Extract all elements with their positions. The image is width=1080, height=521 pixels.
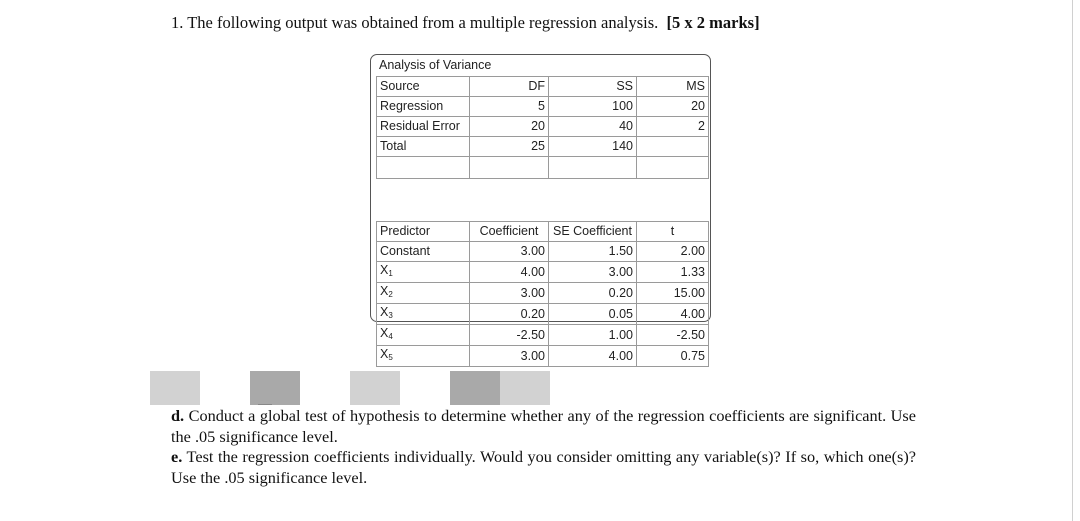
ms-cell: 2 bbox=[637, 117, 709, 137]
anova-table bbox=[376, 76, 709, 179]
se-cell: 0.05 bbox=[549, 304, 637, 325]
predictor-name: $X_5$ bbox=[377, 346, 470, 367]
predictor-name: $X_2$ bbox=[377, 283, 470, 304]
anova-row bbox=[377, 137, 709, 157]
coefficient-cell: 3.00 bbox=[470, 283, 549, 304]
part-e-label: e. bbox=[171, 447, 183, 466]
redaction-block bbox=[450, 371, 500, 405]
regression-output-panel bbox=[370, 54, 711, 363]
df-cell: 20 bbox=[470, 117, 549, 137]
t-cell: 0.75 bbox=[637, 346, 709, 367]
predictor-row bbox=[377, 242, 709, 262]
se-cell: 3.00 bbox=[549, 262, 637, 283]
header-ms: MS bbox=[637, 77, 709, 97]
header-df: DF bbox=[470, 77, 549, 97]
coefficient-cell: 3.00 bbox=[470, 346, 549, 367]
coefficient-cell: 3.00 bbox=[470, 242, 549, 262]
part-e-text: Test the regression coefficients individually. Would you consider omitting any variable(s)? If so, which one(s)? Use the .05 significance level. bbox=[171, 447, 916, 487]
ss-cell: 140 bbox=[549, 137, 637, 157]
coefficient-cell: 4.00 bbox=[470, 262, 549, 283]
redaction-block bbox=[150, 371, 200, 405]
source-cell: Regression bbox=[377, 97, 470, 117]
se-cell: 4.00 bbox=[549, 346, 637, 367]
ss-cell: 100 bbox=[549, 97, 637, 117]
partial-text-fragment bbox=[258, 404, 272, 405]
anova-header-row bbox=[377, 77, 709, 97]
header-t: t bbox=[637, 222, 709, 242]
part-d bbox=[171, 406, 916, 447]
part-d-text: Conduct a global test of hypothesis to determine whether any of the regression coefficients are significant. Use the .05 significance level. bbox=[171, 406, 916, 446]
anova-caption: Analysis of Variance bbox=[379, 58, 492, 72]
header-coefficient: Coefficient bbox=[470, 222, 549, 242]
header-source: Source bbox=[377, 77, 470, 97]
t-cell: 2.00 bbox=[637, 242, 709, 262]
se-cell: 1.50 bbox=[549, 242, 637, 262]
anova-spacer-row bbox=[377, 157, 709, 179]
ms-cell: 20 bbox=[637, 97, 709, 117]
t-cell: 4.00 bbox=[637, 304, 709, 325]
ms-cell bbox=[637, 137, 709, 157]
ss-cell: 40 bbox=[549, 117, 637, 137]
question-heading bbox=[171, 13, 760, 33]
redaction-block bbox=[250, 371, 300, 405]
predictor-row bbox=[377, 325, 709, 346]
predictor-table bbox=[376, 221, 709, 367]
source-cell: Total bbox=[377, 137, 470, 157]
t-cell: 1.33 bbox=[637, 262, 709, 283]
df-cell: 25 bbox=[470, 137, 549, 157]
coefficient-cell: 0.20 bbox=[470, 304, 549, 325]
header-se-coefficient: SE Coefficient bbox=[549, 222, 637, 242]
t-cell: -2.50 bbox=[637, 325, 709, 346]
df-cell: 5 bbox=[470, 97, 549, 117]
predictor-row bbox=[377, 262, 709, 283]
predictor-row bbox=[377, 346, 709, 367]
redaction-block bbox=[500, 371, 550, 405]
question-parts bbox=[171, 406, 916, 488]
part-e bbox=[171, 447, 916, 488]
predictor-name: $X_1$ bbox=[377, 262, 470, 283]
question-text: 1. The following output was obtained from a multiple regression analysis. bbox=[171, 13, 659, 32]
redaction-block bbox=[350, 371, 400, 405]
header-ss: SS bbox=[549, 77, 637, 97]
se-cell: 0.20 bbox=[549, 283, 637, 304]
source-cell: Residual Error bbox=[377, 117, 470, 137]
page-edge-rule bbox=[1072, 0, 1073, 521]
se-cell: 1.00 bbox=[549, 325, 637, 346]
marks-label: [5 x 2 marks] bbox=[666, 13, 760, 32]
predictor-name: Constant bbox=[377, 242, 470, 262]
predictor-row bbox=[377, 283, 709, 304]
coefficient-cell: -2.50 bbox=[470, 325, 549, 346]
anova-row bbox=[377, 117, 709, 137]
t-cell: 15.00 bbox=[637, 283, 709, 304]
part-d-label: d. bbox=[171, 406, 185, 425]
anova-row bbox=[377, 97, 709, 117]
predictor-name: $X_3$ bbox=[377, 304, 470, 325]
predictor-header-row bbox=[377, 222, 709, 242]
header-predictor: Predictor bbox=[377, 222, 470, 242]
predictor-row bbox=[377, 304, 709, 325]
predictor-name: $X_4$ bbox=[377, 325, 470, 346]
